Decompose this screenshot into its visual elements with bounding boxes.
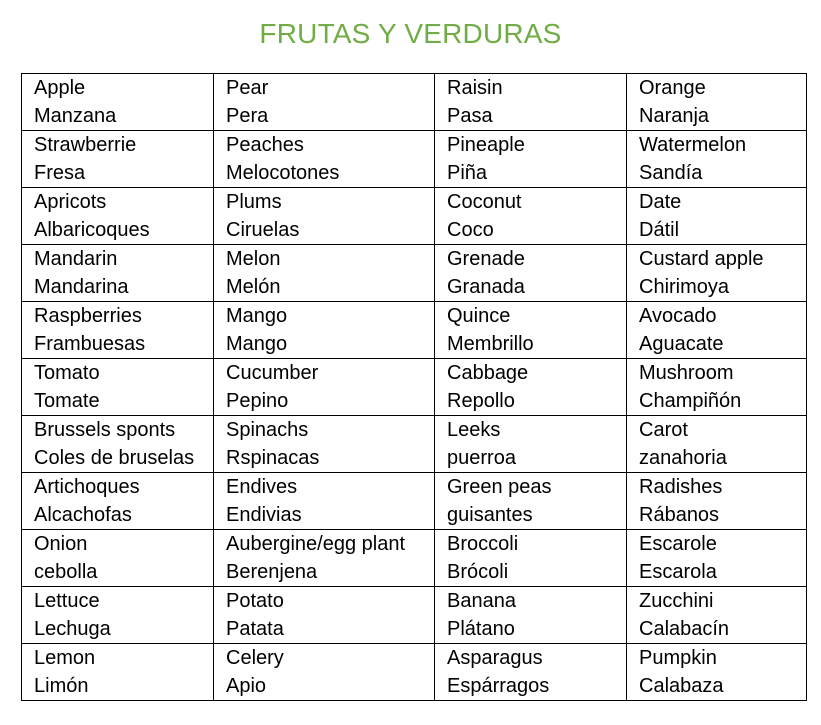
vocab-cell	[627, 530, 807, 587]
spanish-word: Tomate	[34, 390, 100, 412]
vocab-cell	[22, 302, 214, 359]
spanish-word: Apio	[226, 675, 267, 697]
spanish-word: cebolla	[34, 561, 98, 583]
vocab-cell	[214, 587, 435, 644]
spanish-word: Manzana	[34, 105, 117, 127]
spanish-word: Pasa	[447, 105, 493, 127]
english-word: Pear	[226, 77, 269, 99]
english-word: Leeks	[447, 419, 501, 441]
english-word: Pumpkin	[639, 647, 717, 669]
english-word: Apricots	[34, 191, 107, 213]
english-word: Peaches	[226, 134, 304, 156]
english-word: Green peas	[447, 476, 552, 498]
spanish-word: Naranja	[639, 105, 710, 127]
vocab-cell	[627, 188, 807, 245]
english-word: Mushroom	[639, 362, 734, 384]
table-row	[22, 473, 807, 530]
english-word: Artichoques	[34, 476, 140, 498]
spanish-word: Coles de bruselas	[34, 447, 195, 469]
spanish-word: Chirimoya	[639, 276, 730, 298]
vocab-cell	[435, 188, 627, 245]
vocab-cell	[435, 359, 627, 416]
english-word: Asparagus	[447, 647, 543, 669]
spanish-word: Pera	[226, 105, 269, 127]
vocab-cell	[435, 416, 627, 473]
vocab-cell	[22, 131, 214, 188]
spanish-word: Brócoli	[447, 561, 509, 583]
english-word: Strawberrie	[34, 134, 137, 156]
vocab-cell	[627, 587, 807, 644]
english-word: Onion	[34, 533, 88, 555]
table-row	[22, 530, 807, 587]
vocab-cell	[214, 473, 435, 530]
vocab-cell	[214, 188, 435, 245]
table-row	[22, 131, 807, 188]
vocab-cell	[22, 74, 214, 131]
spanish-word: Frambuesas	[34, 333, 146, 355]
spanish-word: puerroa	[447, 447, 516, 469]
english-word: Cucumber	[226, 362, 319, 384]
english-word: Broccoli	[447, 533, 519, 555]
vocab-cell	[435, 245, 627, 302]
vocab-cell	[22, 245, 214, 302]
table-row	[22, 644, 807, 701]
english-word: Date	[639, 191, 682, 213]
vocab-cell	[435, 530, 627, 587]
english-word: Quince	[447, 305, 511, 327]
english-word: Avocado	[639, 305, 717, 327]
spanish-word: Espárragos	[447, 675, 550, 697]
spanish-word: zanahoria	[639, 447, 727, 469]
spanish-word: Limón	[34, 675, 89, 697]
vocab-cell	[627, 359, 807, 416]
spanish-word: Albaricoques	[34, 219, 150, 241]
vocab-cell	[435, 74, 627, 131]
spanish-word: Pepino	[226, 390, 289, 412]
spanish-word: Membrillo	[447, 333, 534, 355]
vocab-cell	[214, 302, 435, 359]
english-word: Celery	[226, 647, 284, 669]
english-word: Custard apple	[639, 248, 764, 270]
spanish-word: Repollo	[447, 390, 515, 412]
english-word: Coconut	[447, 191, 522, 213]
spanish-word: Coco	[447, 219, 494, 241]
english-word: Carot	[639, 419, 688, 441]
vocab-cell	[214, 416, 435, 473]
english-word: Watermelon	[639, 134, 747, 156]
spanish-word: Mandarina	[34, 276, 129, 298]
english-word: Tomato	[34, 362, 100, 384]
spanish-word: Melón	[226, 276, 281, 298]
table-row	[22, 245, 807, 302]
vocab-cell	[435, 587, 627, 644]
page-title: FRUTAS Y VERDURAS	[259, 18, 562, 49]
table-row	[22, 587, 807, 644]
vocab-cell	[22, 530, 214, 587]
table-row	[22, 416, 807, 473]
spanish-word: Patata	[226, 618, 284, 640]
spanish-word: Piña	[447, 162, 488, 184]
english-word: Mandarin	[34, 248, 118, 270]
table-row	[22, 302, 807, 359]
spanish-word: Lechuga	[34, 618, 111, 640]
english-word: Radishes	[639, 476, 723, 498]
english-word: Apple	[34, 77, 86, 99]
vocab-cell	[214, 530, 435, 587]
english-word: Banana	[447, 590, 516, 612]
spanish-word: Champiñón	[639, 390, 742, 412]
english-word: Raisin	[447, 77, 503, 99]
vocab-cell	[214, 245, 435, 302]
spanish-word: Plátano	[447, 618, 515, 640]
english-word: Escarole	[639, 533, 717, 555]
spanish-word: Endivias	[226, 504, 302, 526]
english-word: Potato	[226, 590, 284, 612]
vocab-cell	[435, 473, 627, 530]
english-word: Melon	[226, 248, 281, 270]
spanish-word: Fresa	[34, 162, 86, 184]
vocab-cell	[214, 131, 435, 188]
english-word: Endives	[226, 476, 298, 498]
english-word: Aubergine/egg plant	[226, 533, 406, 555]
vocab-cell	[214, 74, 435, 131]
vocab-cell	[22, 359, 214, 416]
spanish-word: Alcachofas	[34, 504, 132, 526]
table-row	[22, 188, 807, 245]
table-row	[22, 359, 807, 416]
vocab-cell	[435, 644, 627, 701]
spanish-word: Escarola	[639, 561, 717, 583]
english-word: Pineaple	[447, 134, 525, 156]
spanish-word: Aguacate	[639, 333, 724, 355]
vocabulary-table-body	[22, 74, 807, 701]
vocab-cell	[22, 416, 214, 473]
vocabulary-table	[21, 73, 807, 701]
vocab-cell	[22, 188, 214, 245]
english-word: Raspberries	[34, 305, 142, 327]
spanish-word: Rspinacas	[226, 447, 320, 469]
spanish-word: Calabacín	[639, 618, 730, 640]
english-word: Brussels sponts	[34, 419, 176, 441]
vocab-cell	[627, 245, 807, 302]
vocab-cell	[627, 644, 807, 701]
english-word: Lettuce	[34, 590, 100, 612]
english-word: Spinachs	[226, 419, 309, 441]
vocab-cell	[627, 131, 807, 188]
spanish-word: Rábanos	[639, 504, 720, 526]
vocab-cell	[435, 131, 627, 188]
english-word: Grenade	[447, 248, 525, 270]
spanish-word: guisantes	[447, 504, 533, 526]
vocab-cell	[627, 302, 807, 359]
spanish-word: Calabaza	[639, 675, 724, 697]
vocab-cell	[627, 74, 807, 131]
vocab-cell	[22, 473, 214, 530]
spanish-word: Melocotones	[226, 162, 340, 184]
vocab-cell	[214, 644, 435, 701]
english-word: Orange	[639, 77, 706, 99]
vocab-cell	[214, 359, 435, 416]
spanish-word: Ciruelas	[226, 219, 300, 241]
spanish-word: Mango	[226, 333, 288, 355]
vocab-cell	[435, 302, 627, 359]
vocab-cell	[627, 473, 807, 530]
vocab-cell	[22, 644, 214, 701]
vocab-cell	[22, 587, 214, 644]
table-row	[22, 74, 807, 131]
english-word: Mango	[226, 305, 288, 327]
english-word: Zucchini	[639, 590, 714, 612]
english-word: Cabbage	[447, 362, 529, 384]
spanish-word: Berenjena	[226, 561, 318, 583]
spanish-word: Sandía	[639, 162, 703, 184]
spanish-word: Granada	[447, 276, 525, 298]
english-word: Lemon	[34, 647, 96, 669]
english-word: Plums	[226, 191, 282, 213]
spanish-word: Dátil	[639, 219, 680, 241]
vocab-cell	[627, 416, 807, 473]
